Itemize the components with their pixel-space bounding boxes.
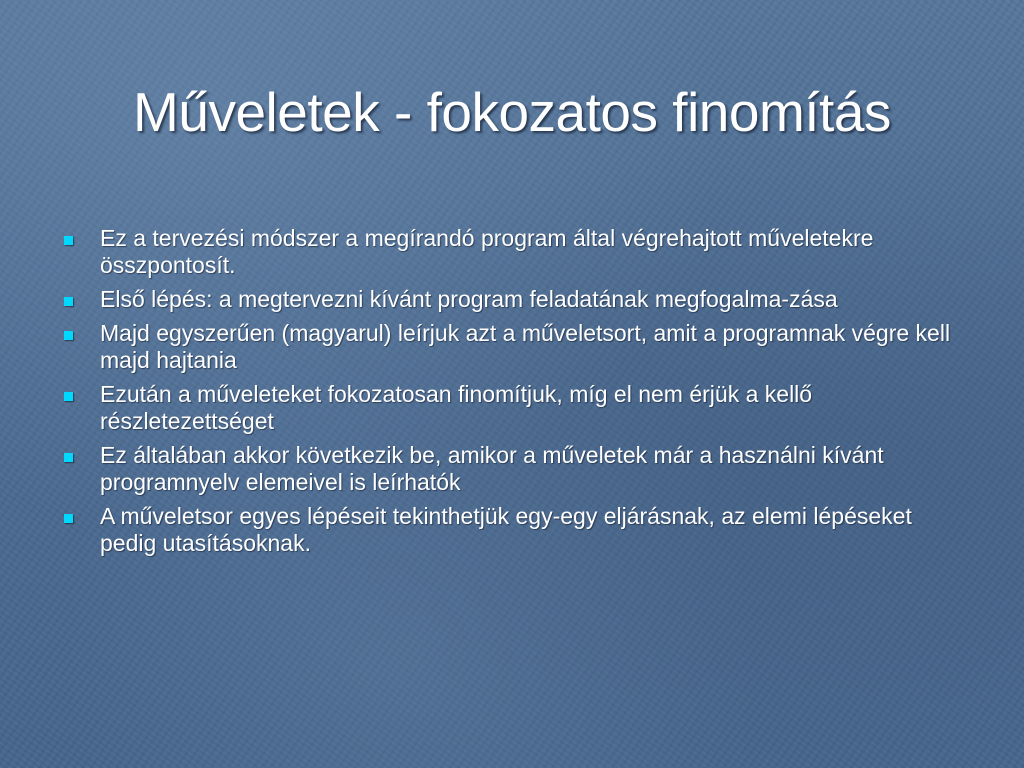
bullet-text: Majd egyszerűen (magyarul) leírjuk azt a műveletsort, amit a programnak végre kell majd hajtania: [100, 320, 951, 373]
bullet-text: Első lépés: a megtervezni kívánt program feladatának megfogalma-zása: [100, 286, 838, 312]
bullet-text: Ez általában akkor következik be, amikor a műveletek már a használni kívánt programnyelv elemeivel is leírhatók: [100, 442, 884, 495]
square-bullet-icon: [64, 297, 73, 306]
bullet-item: [60, 320, 960, 374]
square-bullet-icon: [64, 236, 73, 245]
bullet-item: [60, 442, 960, 496]
bullet-text: Ez a tervezési módszer a megírandó program által végrehajtott műveletekre összpontosít.: [100, 225, 874, 278]
slide-title: Műveletek - fokozatos finomítás: [133, 81, 891, 143]
bullet-item: [60, 503, 960, 557]
square-bullet-icon: [64, 331, 73, 340]
bullet-list: [60, 225, 960, 564]
bullet-item: [60, 381, 960, 435]
bullet-item: [60, 225, 960, 279]
square-bullet-icon: [64, 392, 73, 401]
bullet-text: A műveletsor egyes lépéseit tekinthetjük egy-egy eljárásnak, az elemi lépéseket pedig utasításoknak.: [100, 503, 912, 556]
square-bullet-icon: [64, 453, 73, 462]
square-bullet-icon: [64, 514, 73, 523]
bullet-item: [60, 286, 960, 313]
bullet-text: Ezután a műveleteket fokozatosan finomítjuk, míg el nem érjük a kellő részletezettséget: [100, 381, 813, 434]
